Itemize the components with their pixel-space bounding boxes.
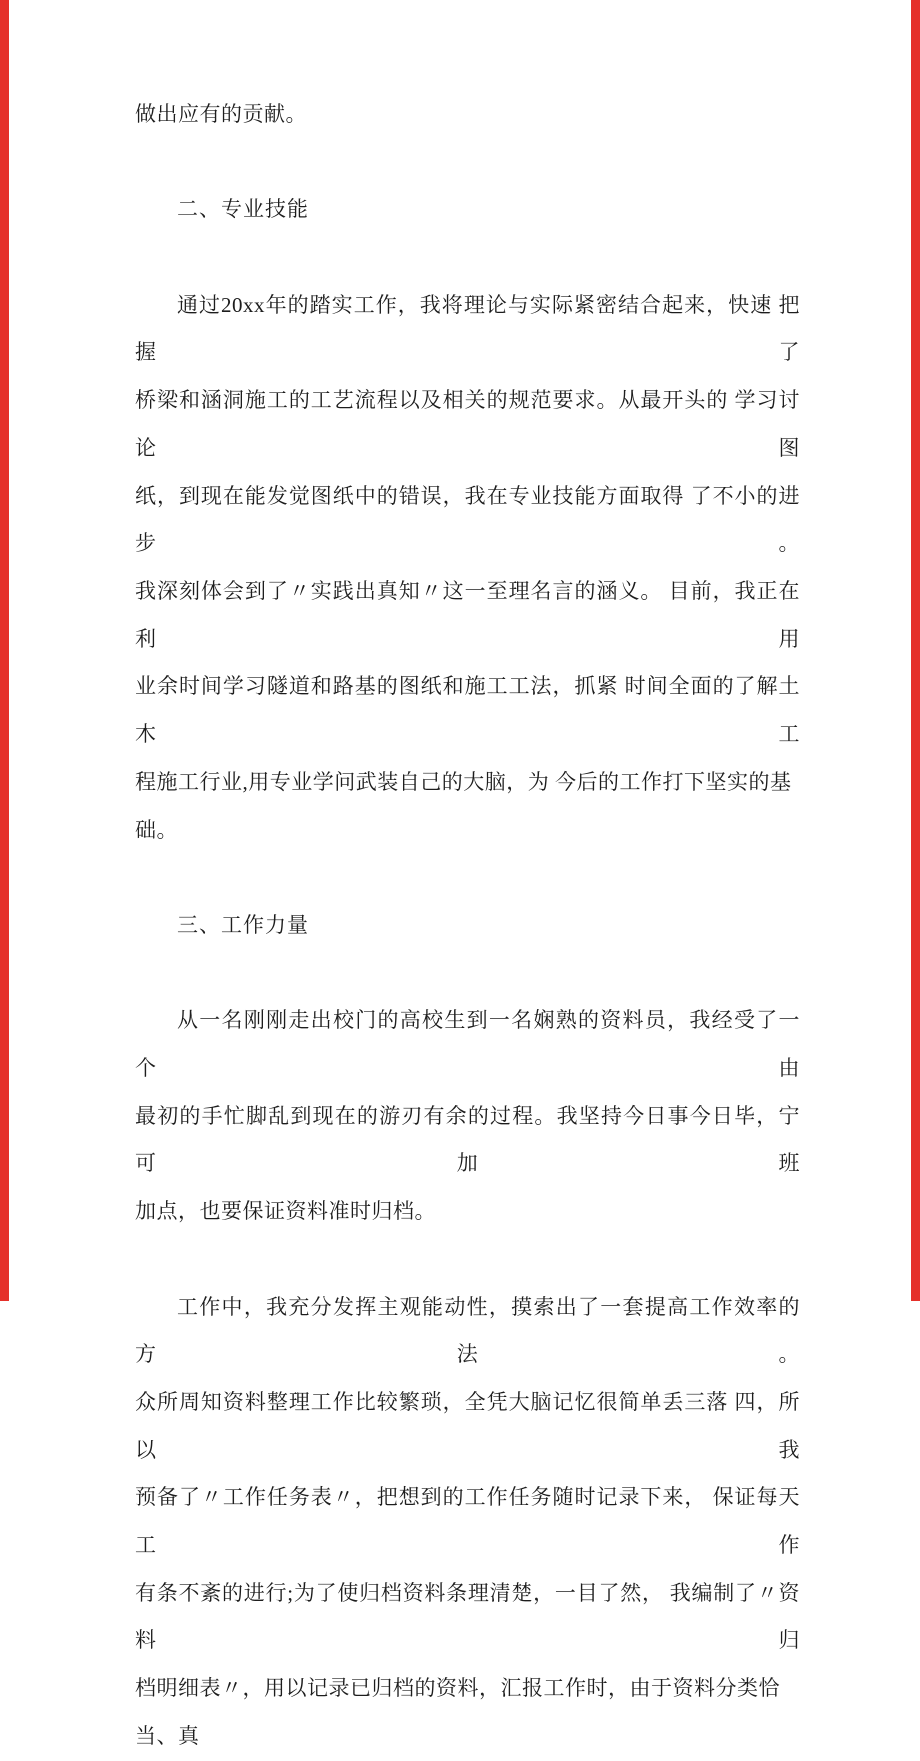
page-edge-left — [0, 0, 9, 1301]
text-line: 工作中，我充分发挥主观能动性，摸索出了一套提高工作效率的 方法。 — [135, 1294, 806, 1367]
text-line: 业余时间学习隧道和路基的图纸和施工工法，抓紧 时间全面的了解土木工 — [135, 674, 800, 747]
heading — [135, 186, 800, 234]
section-heading: 三、工作力量 — [177, 912, 309, 937]
paragraph — [135, 997, 806, 1236]
section-heading: 二、专业技能 — [177, 197, 309, 222]
text-line: 从一名刚刚走出校门的高校生到一名娴熟的资料员，我经受了一 个由 — [135, 1008, 806, 1080]
heading — [135, 902, 800, 950]
paragraph — [135, 1284, 806, 1761]
text-line: 最初的手忙脚乱到现在的游刃有余的过程。我坚持今日事今日毕，宁可加班 — [135, 1103, 800, 1176]
text-line: 我深刻体会到了〃实践出真知〃这一至理名言的涵义。 目前，我正在利用 — [135, 579, 800, 651]
paragraph-continuation — [135, 91, 800, 139]
text-line: 通过20xx年的踏实工作，我将理论与实际紧密结合起来，快速 把握了 — [135, 292, 800, 365]
text-line: 档明细表〃，用以记录已归档的资料，汇报工作时，由于资料分类恰当、真 — [135, 1676, 780, 1748]
text-line: 众所周知资料整理工作比较繁琐，全凭大脑记忆很简单丢三落 四，所以我 — [135, 1389, 800, 1462]
text-line: 程施工行业,用专业学问武装自己的大脑，为 今后的工作打下坚实的基础。 — [135, 769, 792, 842]
text-line: 加点，也要保证资料准时归档。 — [135, 1199, 436, 1224]
text-line: 预备了〃工作任务表〃，把想到的工作任务随时记录下来， 保证每天工作 — [135, 1485, 800, 1558]
text-line: 桥梁和涵洞施工的工艺流程以及相关的规范要求。从最开头的 学习讨论图 — [135, 388, 800, 460]
text-line: 做出应有的贡献。 — [135, 102, 307, 126]
text-line: 纸，到现在能发觉图纸中的错误，我在专业技能方面取得 了不小的进步。 — [135, 483, 800, 556]
document-page — [135, 91, 806, 1761]
page-edge-right — [911, 0, 920, 1301]
text-line: 有条不紊的进行;为了使归档资料条理清楚，一目了然， 我编制了〃资料归 — [135, 1580, 800, 1653]
paragraph — [135, 282, 800, 854]
